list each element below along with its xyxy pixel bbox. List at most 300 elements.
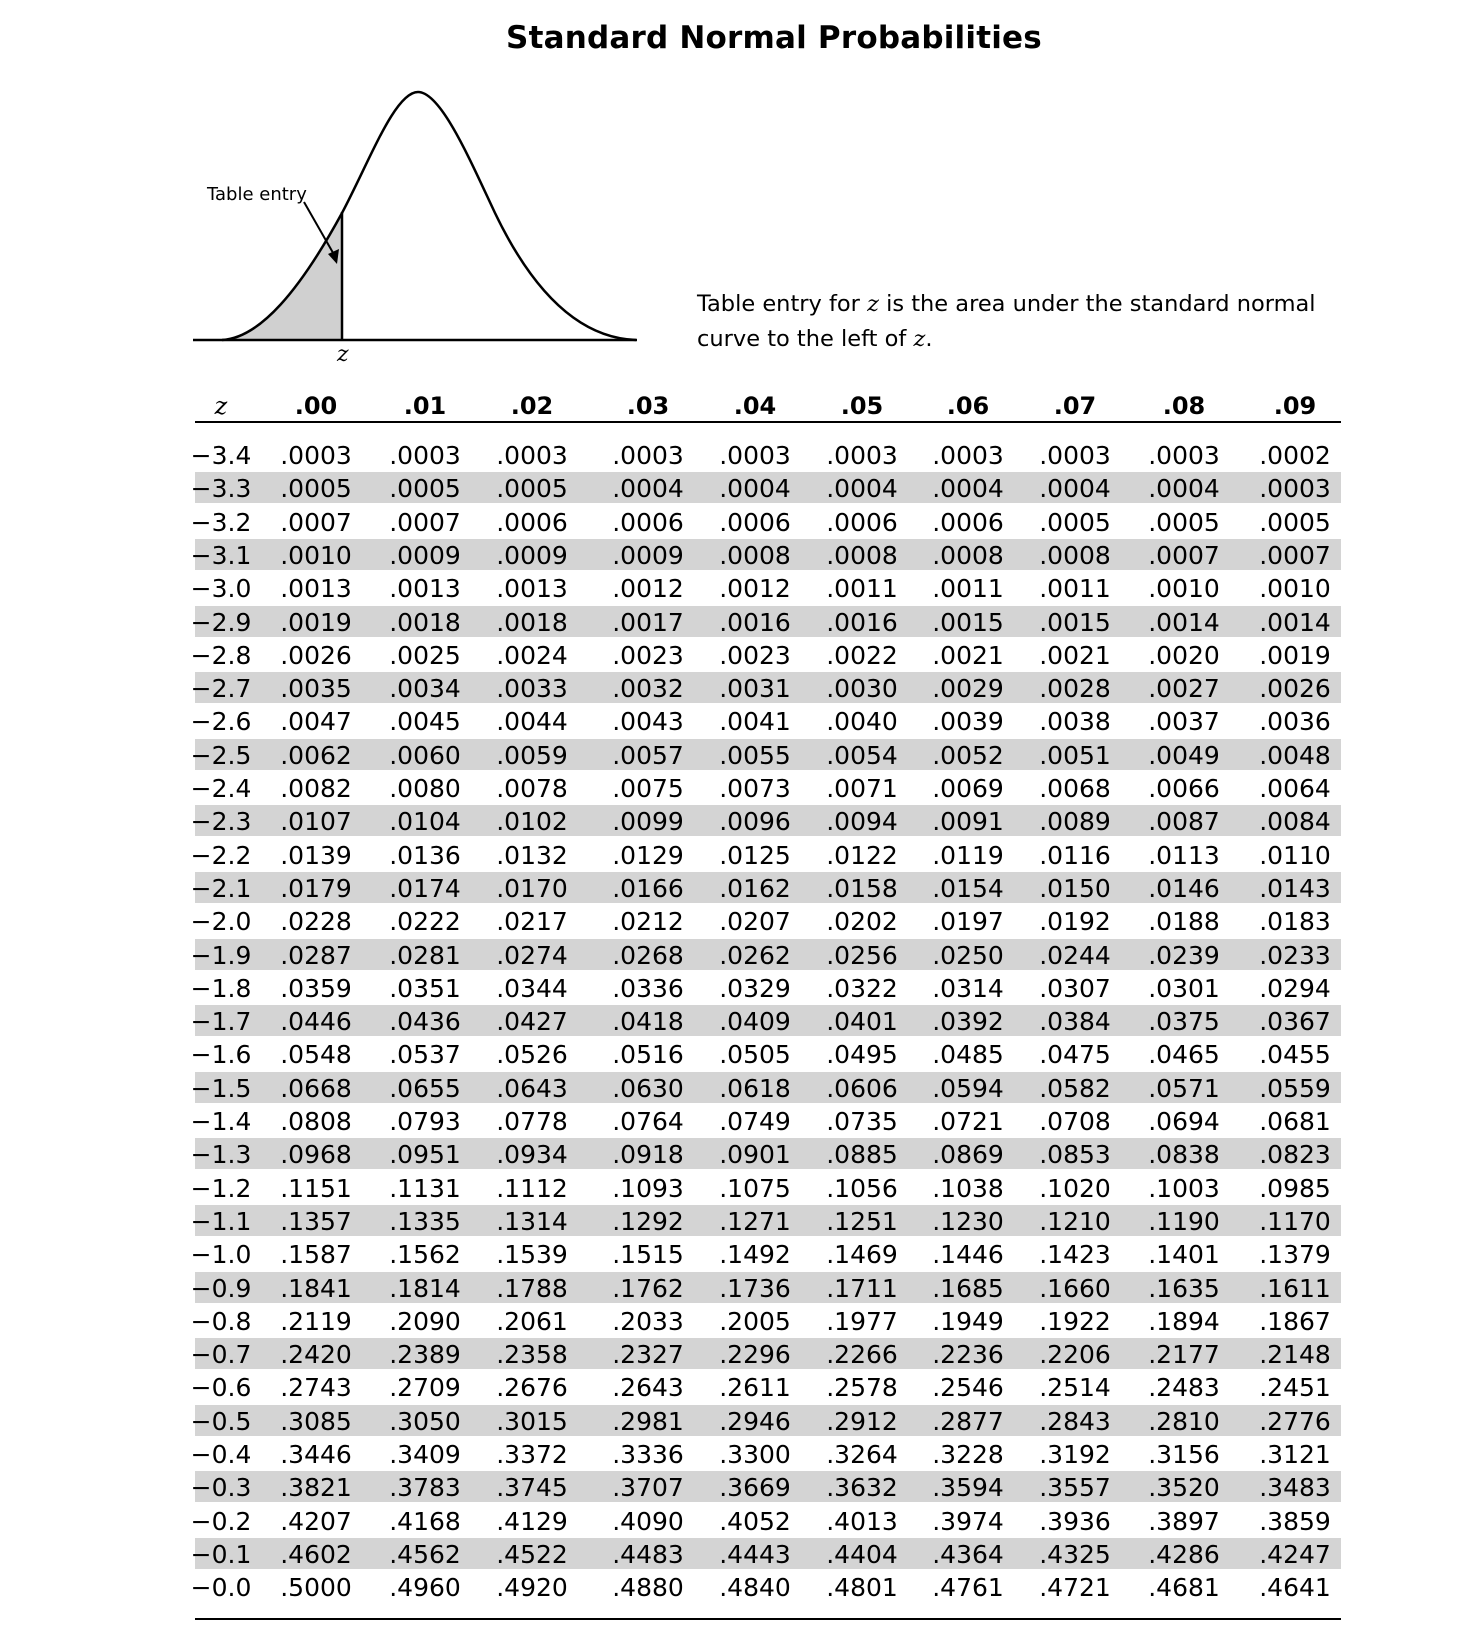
probability-cell: .0014: [1148, 607, 1220, 637]
probability-cell: .0047: [280, 707, 352, 737]
probability-cell: .2119: [280, 1306, 352, 1336]
probability-cell: .0853: [1039, 1140, 1111, 1170]
z-value-cell: −0.9: [190, 1273, 252, 1303]
probability-cell: .2061: [496, 1306, 568, 1336]
probability-cell: .0036: [1259, 707, 1331, 737]
probability-cell: .0003: [612, 441, 684, 470]
probability-cell: .0051: [1039, 740, 1111, 770]
probability-cell: .0250: [932, 940, 1004, 970]
probability-cell: .0104: [389, 807, 461, 837]
probability-cell: .4840: [719, 1573, 791, 1603]
probability-cell: .0485: [932, 1040, 1004, 1070]
probability-cell: .0007: [1148, 540, 1220, 570]
probability-cell: .0027: [1148, 674, 1220, 704]
z-value-cell: −2.1: [190, 873, 252, 903]
probability-cell: .0012: [719, 574, 791, 604]
probability-cell: .0158: [826, 873, 898, 903]
probability-cell: .1190: [1148, 1206, 1220, 1236]
probability-cell: .0516: [612, 1040, 684, 1070]
z-value-cell: −2.2: [190, 840, 252, 870]
probability-cell: .0006: [932, 507, 1004, 537]
z-value-cell: −0.8: [190, 1306, 252, 1336]
probability-cell: .0116: [1039, 840, 1111, 870]
column-header: .05: [840, 392, 884, 420]
probability-cell: .1423: [1039, 1240, 1111, 1270]
probability-cell: .2090: [389, 1306, 461, 1336]
probability-cell: .3446: [280, 1440, 352, 1469]
probability-cell: .0262: [719, 940, 791, 970]
probability-cell: .0102: [496, 807, 568, 837]
probability-cell: .0344: [496, 973, 568, 1003]
probability-cell: .0034: [389, 674, 461, 704]
probability-cell: .0455: [1259, 1040, 1331, 1070]
probability-cell: .0239: [1148, 940, 1220, 970]
probability-cell: .0146: [1148, 873, 1220, 903]
normal-curve-figure: [0, 0, 660, 360]
probability-cell: .0041: [719, 707, 791, 737]
probability-cell: .2358: [496, 1340, 568, 1370]
probability-cell: .0094: [826, 807, 898, 837]
probability-cell: .1867: [1259, 1306, 1331, 1336]
probability-cell: .0217: [496, 907, 568, 937]
z-value-cell: −3.2: [190, 507, 252, 537]
probability-cell: .3520: [1148, 1473, 1220, 1503]
z-value-cell: −2.3: [190, 807, 252, 837]
z-value-cell: −1.9: [190, 940, 252, 970]
probability-cell: .4325: [1039, 1539, 1111, 1569]
probability-cell: .0003: [932, 441, 1004, 470]
probability-cell: .1922: [1039, 1306, 1111, 1336]
probability-cell: .0823: [1259, 1140, 1331, 1170]
probability-cell: .0075: [612, 774, 684, 803]
probability-cell: .3121: [1259, 1440, 1331, 1469]
probability-cell: .3859: [1259, 1506, 1331, 1536]
probability-cell: .0082: [280, 774, 352, 803]
z-value-cell: −2.5: [190, 740, 252, 770]
probability-cell: .1056: [826, 1173, 898, 1203]
probability-cell: .0019: [1259, 640, 1331, 670]
probability-cell: .3156: [1148, 1440, 1220, 1469]
probability-cell: .0129: [612, 840, 684, 870]
z-value-cell: −1.1: [190, 1206, 252, 1236]
probability-cell: .1977: [826, 1306, 898, 1336]
probability-cell: .0446: [280, 1007, 352, 1037]
probability-cell: .4602: [280, 1539, 352, 1569]
probability-cell: .0039: [932, 707, 1004, 737]
probability-cell: .4562: [389, 1539, 461, 1569]
probability-cell: .0006: [719, 507, 791, 537]
probability-cell: .0069: [932, 774, 1004, 803]
probability-cell: .4641: [1259, 1573, 1331, 1603]
column-header: .07: [1053, 392, 1097, 420]
probability-cell: .0136: [389, 840, 461, 870]
probability-cell: .2981: [612, 1406, 684, 1436]
probability-cell: .0062: [280, 740, 352, 770]
z-value-cell: −0.2: [190, 1506, 252, 1536]
probability-cell: .0537: [389, 1040, 461, 1070]
probability-cell: .0162: [719, 873, 791, 903]
probability-cell: .0359: [280, 973, 352, 1003]
probability-cell: .0033: [496, 674, 568, 704]
probability-cell: .0057: [612, 740, 684, 770]
probability-cell: .0107: [280, 807, 352, 837]
probability-cell: .0003: [826, 441, 898, 470]
probability-cell: .3745: [496, 1473, 568, 1503]
z-value-cell: −2.4: [190, 774, 252, 803]
caption-z-2: z: [913, 326, 926, 352]
probability-cell: .0004: [826, 474, 898, 504]
z-value-cell: −0.3: [190, 1473, 252, 1503]
column-header: .04: [733, 392, 777, 420]
probability-cell: .0024: [496, 640, 568, 670]
probability-cell: .0154: [932, 873, 1004, 903]
probability-cell: .3085: [280, 1406, 352, 1436]
probability-cell: .3783: [389, 1473, 461, 1503]
probability-cell: .2451: [1259, 1373, 1331, 1403]
probability-cell: .0026: [280, 640, 352, 670]
probability-cell: .0016: [826, 607, 898, 637]
probability-cell: .1611: [1259, 1273, 1331, 1303]
probability-cell: .0436: [389, 1007, 461, 1037]
probability-cell: .0003: [719, 441, 791, 470]
probability-cell: .3557: [1039, 1473, 1111, 1503]
probability-cell: .0015: [1039, 607, 1111, 637]
probability-cell: .1469: [826, 1240, 898, 1270]
probability-cell: .1788: [496, 1273, 568, 1303]
probability-cell: .0010: [1148, 574, 1220, 604]
probability-cell: .2514: [1039, 1373, 1111, 1403]
probability-cell: .0048: [1259, 740, 1331, 770]
probability-cell: .0233: [1259, 940, 1331, 970]
probability-cell: .0170: [496, 873, 568, 903]
probability-cell: .0125: [719, 840, 791, 870]
probability-cell: .0016: [719, 607, 791, 637]
probability-cell: .0582: [1039, 1073, 1111, 1103]
probability-cell: .0052: [932, 740, 1004, 770]
probability-cell: .0060: [389, 740, 461, 770]
probability-cell: .2236: [932, 1340, 1004, 1370]
z-value-cell: −3.4: [190, 441, 252, 470]
probability-cell: .4522: [496, 1539, 568, 1569]
probability-cell: .0838: [1148, 1140, 1220, 1170]
z-value-cell: −0.5: [190, 1406, 252, 1436]
probability-cell: .0901: [719, 1140, 791, 1170]
probability-cell: .0003: [496, 441, 568, 470]
probability-cell: .0007: [280, 507, 352, 537]
probability-cell: .2743: [280, 1373, 352, 1403]
page-title: Standard Normal Probabilities: [506, 20, 1042, 56]
probability-cell: .1736: [719, 1273, 791, 1303]
probability-cell: .0681: [1259, 1107, 1331, 1136]
probability-cell: .0005: [1148, 507, 1220, 537]
column-header: .00: [294, 392, 338, 420]
probability-cell: .3372: [496, 1440, 568, 1469]
probability-cell: .0505: [719, 1040, 791, 1070]
probability-cell: .0023: [719, 640, 791, 670]
probability-cell: .1093: [612, 1173, 684, 1203]
table-entry-label: Table entry: [207, 184, 307, 205]
probability-cell: .0013: [389, 574, 461, 604]
probability-cell: .0019: [280, 607, 352, 637]
probability-cell: .0110: [1259, 840, 1331, 870]
probability-cell: .1314: [496, 1206, 568, 1236]
probability-cell: .0003: [389, 441, 461, 470]
probability-cell: .4129: [496, 1506, 568, 1536]
probability-cell: .0968: [280, 1140, 352, 1170]
probability-cell: .2877: [932, 1406, 1004, 1436]
probability-cell: .1131: [389, 1173, 461, 1203]
z-value-cell: −1.2: [190, 1173, 252, 1203]
probability-cell: .3264: [826, 1440, 898, 1469]
probability-cell: .0885: [826, 1140, 898, 1170]
probability-cell: .0020: [1148, 640, 1220, 670]
probability-cell: .2643: [612, 1373, 684, 1403]
probability-cell: .0059: [496, 740, 568, 770]
probability-cell: .0018: [389, 607, 461, 637]
probability-cell: .0010: [280, 540, 352, 570]
probability-cell: .3483: [1259, 1473, 1331, 1503]
probability-cell: .0012: [612, 574, 684, 604]
probability-cell: .0037: [1148, 707, 1220, 737]
probability-cell: .0179: [280, 873, 352, 903]
probability-cell: .4013: [826, 1506, 898, 1536]
probability-cell: .0618: [719, 1073, 791, 1103]
probability-cell: .1949: [932, 1306, 1004, 1336]
probability-cell: .0336: [612, 973, 684, 1003]
probability-cell: .0268: [612, 940, 684, 970]
probability-cell: .0274: [496, 940, 568, 970]
probability-cell: .0030: [826, 674, 898, 704]
probability-cell: .1711: [826, 1273, 898, 1303]
probability-cell: .3228: [932, 1440, 1004, 1469]
probability-cell: .0132: [496, 840, 568, 870]
probability-cell: .2148: [1259, 1340, 1331, 1370]
probability-cell: .0869: [932, 1140, 1004, 1170]
probability-cell: .4168: [389, 1506, 461, 1536]
probability-cell: .4960: [389, 1573, 461, 1603]
probability-cell: .2033: [612, 1306, 684, 1336]
probability-cell: .0559: [1259, 1073, 1331, 1103]
probability-cell: .0643: [496, 1073, 568, 1103]
probability-cell: .0025: [389, 640, 461, 670]
probability-cell: .1075: [719, 1173, 791, 1203]
probability-cell: .0384: [1039, 1007, 1111, 1037]
probability-cell: .3707: [612, 1473, 684, 1503]
probability-cell: .0084: [1259, 807, 1331, 837]
probability-cell: .0228: [280, 907, 352, 937]
probability-cell: .3669: [719, 1473, 791, 1503]
probability-cell: .0003: [280, 441, 352, 470]
probability-cell: .3050: [389, 1406, 461, 1436]
z-value-cell: −0.7: [190, 1340, 252, 1370]
probability-cell: .2946: [719, 1406, 791, 1436]
probability-cell: .4207: [280, 1506, 352, 1536]
probability-cell: .4443: [719, 1539, 791, 1569]
z-value-cell: −0.4: [190, 1440, 252, 1469]
probability-cell: .5000: [280, 1573, 352, 1603]
probability-cell: .0023: [612, 640, 684, 670]
probability-cell: .0166: [612, 873, 684, 903]
probability-cell: .0007: [1259, 540, 1331, 570]
probability-cell: .0113: [1148, 840, 1220, 870]
probability-cell: .0197: [932, 907, 1004, 937]
z-value-cell: −2.0: [190, 907, 252, 937]
z-value-cell: −1.7: [190, 1007, 252, 1037]
probability-cell: .0005: [280, 474, 352, 504]
probability-cell: .0045: [389, 707, 461, 737]
probability-cell: .0244: [1039, 940, 1111, 970]
probability-cell: .1335: [389, 1206, 461, 1236]
probability-cell: .0032: [612, 674, 684, 704]
probability-cell: .0007: [389, 507, 461, 537]
probability-cell: .0401: [826, 1007, 898, 1037]
probability-cell: .3300: [719, 1440, 791, 1469]
probability-cell: .0031: [719, 674, 791, 704]
probability-cell: .0044: [496, 707, 568, 737]
probability-cell: .4364: [932, 1539, 1004, 1569]
probability-cell: .0013: [496, 574, 568, 604]
probability-cell: .0009: [389, 540, 461, 570]
probability-cell: .1379: [1259, 1240, 1331, 1270]
probability-cell: .0003: [1259, 474, 1331, 504]
probability-cell: .0054: [826, 740, 898, 770]
probability-cell: .1894: [1148, 1306, 1220, 1336]
column-header: .08: [1162, 392, 1206, 420]
probability-cell: .1562: [389, 1240, 461, 1270]
probability-cell: .4761: [932, 1573, 1004, 1603]
probability-cell: .0017: [612, 607, 684, 637]
probability-cell: .3015: [496, 1406, 568, 1436]
probability-cell: .0548: [280, 1040, 352, 1070]
probability-cell: .2578: [826, 1373, 898, 1403]
z-column-header: z: [214, 392, 228, 420]
probability-cell: .0010: [1259, 574, 1331, 604]
probability-cell: .0526: [496, 1040, 568, 1070]
probability-cell: .2389: [389, 1340, 461, 1370]
z-value-cell: −1.4: [190, 1107, 252, 1136]
probability-cell: .3897: [1148, 1506, 1220, 1536]
probability-cell: .3192: [1039, 1440, 1111, 1469]
probability-cell: .0222: [389, 907, 461, 937]
probability-cell: .0307: [1039, 973, 1111, 1003]
probability-cell: .0035: [280, 674, 352, 704]
probability-cell: .0008: [1039, 540, 1111, 570]
probability-cell: .0668: [280, 1073, 352, 1103]
probability-cell: .0005: [1039, 507, 1111, 537]
probability-cell: .2483: [1148, 1373, 1220, 1403]
probability-cell: .1685: [932, 1273, 1004, 1303]
probability-cell: .1003: [1148, 1173, 1220, 1203]
probability-cell: .0778: [496, 1107, 568, 1136]
probability-cell: .0018: [496, 607, 568, 637]
probability-cell: .0606: [826, 1073, 898, 1103]
probability-cell: .0008: [826, 540, 898, 570]
z-value-cell: −1.6: [190, 1040, 252, 1070]
probability-cell: .2843: [1039, 1406, 1111, 1436]
probability-cell: .0256: [826, 940, 898, 970]
probability-cell: .0005: [389, 474, 461, 504]
probability-cell: .0694: [1148, 1107, 1220, 1136]
probability-cell: .1357: [280, 1206, 352, 1236]
probability-cell: .0594: [932, 1073, 1004, 1103]
probability-cell: .0073: [719, 774, 791, 803]
probability-cell: .0418: [612, 1007, 684, 1037]
probability-cell: .0139: [280, 840, 352, 870]
probability-cell: .0021: [932, 640, 1004, 670]
probability-cell: .1271: [719, 1206, 791, 1236]
probability-cell: .0006: [826, 507, 898, 537]
probability-cell: .0003: [1039, 441, 1111, 470]
z-value-cell: −1.0: [190, 1240, 252, 1270]
shaded-left-tail: [222, 213, 342, 340]
probability-cell: .4247: [1259, 1539, 1331, 1569]
probability-cell: .0808: [280, 1107, 352, 1136]
probability-cell: .0002: [1259, 441, 1331, 470]
probability-cell: .2420: [280, 1340, 352, 1370]
z-value-cell: −2.9: [190, 607, 252, 637]
probability-cell: .0183: [1259, 907, 1331, 937]
z-value-cell: −2.8: [190, 640, 252, 670]
probability-cell: .0630: [612, 1073, 684, 1103]
probability-cell: .3336: [612, 1440, 684, 1469]
probability-cell: .1446: [932, 1240, 1004, 1270]
probability-cell: .0089: [1039, 807, 1111, 837]
probability-cell: .0735: [826, 1107, 898, 1136]
probability-cell: .0008: [932, 540, 1004, 570]
probability-cell: .0021: [1039, 640, 1111, 670]
probability-cell: .1635: [1148, 1273, 1220, 1303]
probability-cell: .0055: [719, 740, 791, 770]
column-header: .09: [1273, 392, 1317, 420]
footer-rule: [195, 1618, 1341, 1620]
probability-cell: .4880: [612, 1573, 684, 1603]
probability-cell: .0006: [612, 507, 684, 537]
probability-cell: .3594: [932, 1473, 1004, 1503]
probability-cell: .4483: [612, 1539, 684, 1569]
probability-cell: .0038: [1039, 707, 1111, 737]
z-value-cell: −2.6: [190, 707, 252, 737]
probability-cell: .3821: [280, 1473, 352, 1503]
probability-cell: .0721: [932, 1107, 1004, 1136]
probability-cell: .0392: [932, 1007, 1004, 1037]
probability-cell: .0351: [389, 973, 461, 1003]
probability-cell: .1587: [280, 1240, 352, 1270]
probability-cell: .0985: [1259, 1173, 1331, 1203]
probability-cell: .0040: [826, 707, 898, 737]
probability-cell: .4721: [1039, 1573, 1111, 1603]
probability-cell: .2776: [1259, 1406, 1331, 1436]
z-value-cell: −0.6: [190, 1373, 252, 1403]
probability-cell: .0004: [612, 474, 684, 504]
z-value-cell: −3.3: [190, 474, 252, 504]
probability-cell: .0099: [612, 807, 684, 837]
probability-cell: .0571: [1148, 1073, 1220, 1103]
probability-cell: .1292: [612, 1206, 684, 1236]
caption-text-1: Table entry for: [697, 291, 868, 317]
probability-cell: .0015: [932, 607, 1004, 637]
probability-cell: .2611: [719, 1373, 791, 1403]
probability-cell: .0004: [932, 474, 1004, 504]
z-value-cell: −3.0: [190, 574, 252, 604]
probability-cell: .1515: [612, 1240, 684, 1270]
probability-cell: .0011: [1039, 574, 1111, 604]
probability-cell: .0495: [826, 1040, 898, 1070]
probability-cell: .0951: [389, 1140, 461, 1170]
probability-cell: .2912: [826, 1406, 898, 1436]
probability-cell: .4286: [1148, 1539, 1220, 1569]
probability-cell: .0043: [612, 707, 684, 737]
z-value-cell: −0.1: [190, 1539, 252, 1569]
